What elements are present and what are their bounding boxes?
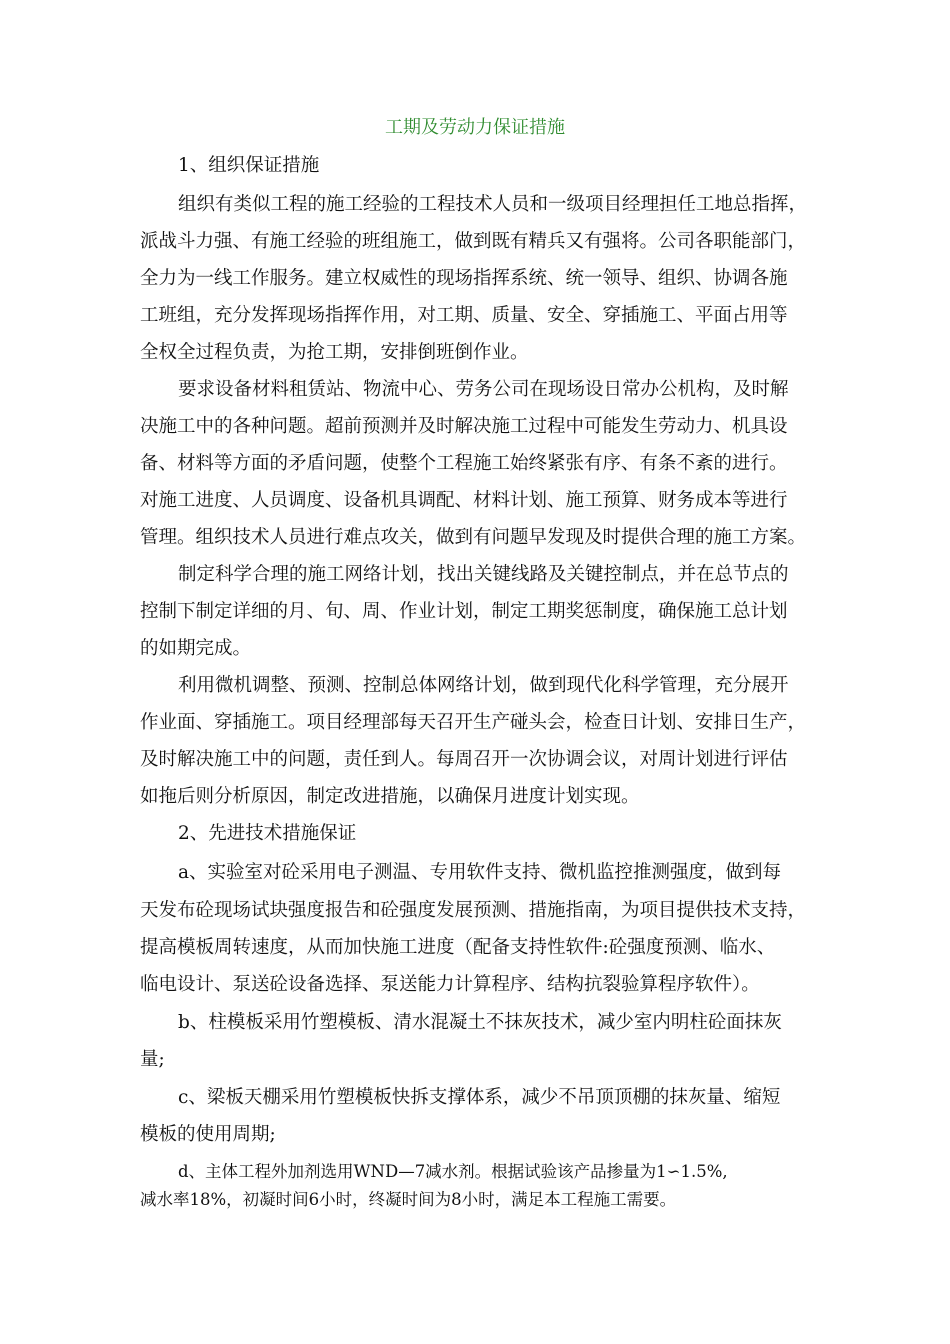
paragraph-2-line-4: 对施工进度、人员调度、设备机具调配、材料计划、施工预算、财务成本等进行 (140, 490, 788, 511)
document-title: 工期及劳动力保证措施 (385, 117, 565, 138)
paragraph-2-line-1: 要求设备材料租赁站、物流中心、劳务公司在现场设日常办公机构，及时解 (178, 379, 789, 400)
item-a-line-3: 提高模板周转速度，从而加快施工进度（配备支持性软件:砼强度预测、临水、 (140, 937, 776, 958)
paragraph-2-line-5: 管理。组织技术人员进行难点攻关，做到有问题早发现及时提供合理的施工方案。 (140, 527, 807, 548)
paragraph-4-line-3: 及时解决施工中的问题，责任到人。每周召开一次协调会议，对周计划进行评估 (140, 749, 788, 770)
paragraph-1-line-5: 全权全过程负责，为抢工期，安排倒班倒作业。 (140, 342, 529, 363)
item-d-line-1: d、主体工程外加剂选用WND—7减水剂。根据试验该产品掺量为1∽1.5%, (178, 1162, 728, 1181)
paragraph-1-line-1: 组织有类似工程的施工经验的工程技术人员和一级项目经理担任工地总指挥， (178, 194, 808, 215)
item-c-line-2: 模板的使用周期; (140, 1124, 276, 1145)
paragraph-1-line-2: 派战斗力强、有施工经验的班组施工，做到既有精兵又有强将。公司各职能部门， (140, 231, 807, 252)
paragraph-2-line-2: 决施工中的各种问题。超前预测并及时解决施工过程中可能发生劳动力、机具设 (140, 416, 788, 437)
paragraph-4-line-4: 如拖后则分析原因，制定改进措施，以确保月进度计划实现。 (140, 786, 640, 807)
section-heading-1: 1、组织保证措施 (178, 155, 320, 176)
section-heading-2: 2、先进技术措施保证 (178, 823, 357, 844)
item-a-line-1: a、实验室对砼采用电子测温、专用软件支持、微机监控推测强度，做到每 (178, 862, 782, 883)
item-d-line-2: 减水率18%，初凝时间6小时，终凝时间为8小时，满足本工程施工需要。 (140, 1190, 677, 1209)
paragraph-3-line-3: 的如期完成。 (140, 638, 252, 659)
paragraph-2-line-3: 备、材料等方面的矛盾问题，使整个工程施工始终紧张有序、有条不紊的进行。 (140, 453, 788, 474)
paragraph-1-line-3: 全力为一线工作服务。建立权威性的现场指挥系统、统一领导、组织、协调各施 (140, 268, 788, 289)
item-a-line-2: 天发布砼现场试块强度报告和砼强度发展预测、措施指南，为项目提供技术支持， (140, 900, 807, 921)
item-b-line-2: 量; (140, 1049, 165, 1070)
paragraph-3-line-2: 控制下制定详细的月、旬、周、作业计划，制定工期奖惩制度，确保施工总计划 (140, 601, 788, 622)
paragraph-1-line-4: 工班组，充分发挥现场指挥作用，对工期、质量、安全、穿插施工、平面占用等 (140, 305, 788, 326)
item-b-line-1: b、柱模板采用竹塑模板、清水混凝土不抹灰技术，减少室内明柱砼面抹灰 (178, 1012, 782, 1033)
item-c-line-1: c、梁板天棚采用竹塑模板快拆支撑体系，减少不吊顶顶棚的抹灰量、缩短 (178, 1087, 781, 1108)
item-a-line-4: 临电设计、泵送砼设备选择、泵送能力计算程序、结构抗裂验算程序软件）。 (140, 974, 760, 995)
paragraph-4-line-2: 作业面、穿插施工。项目经理部每天召开生产碰头会，检查日计划、安排日生产， (140, 712, 807, 733)
paragraph-3-line-1: 制定科学合理的施工网络计划，找出关键线路及关键控制点，并在总节点的 (178, 564, 789, 585)
paragraph-4-line-1: 利用微机调整、预测、控制总体网络计划，做到现代化科学管理，充分展开 (178, 675, 789, 696)
